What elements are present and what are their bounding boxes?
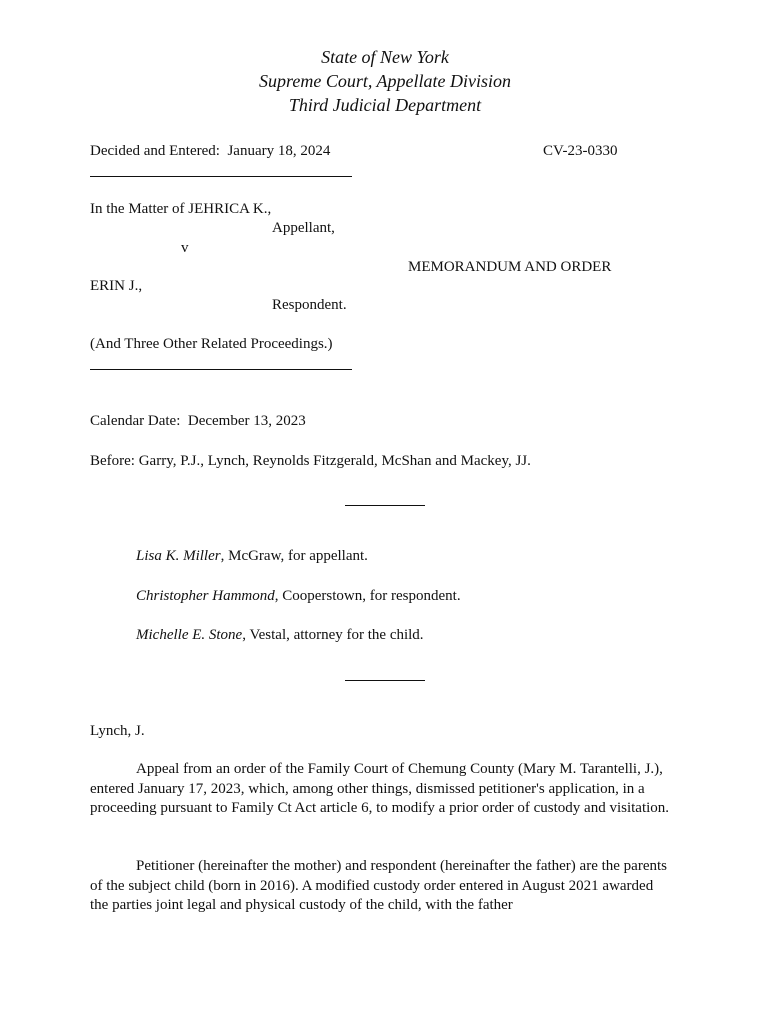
header-state: State of New York bbox=[321, 47, 449, 67]
counsel-respondent bbox=[136, 587, 461, 605]
divider-short-2 bbox=[345, 680, 425, 681]
opinion-author: Lynch, J. bbox=[90, 723, 145, 739]
counsel-name: Christopher Hammond bbox=[136, 588, 275, 604]
counsel-detail: , McGraw, for appellant. bbox=[220, 548, 368, 564]
paragraph-1 bbox=[90, 760, 670, 819]
counsel-name: Michelle E. Stone bbox=[136, 627, 243, 643]
counsel-name: Lisa K. Miller bbox=[136, 548, 221, 564]
calendar-line bbox=[90, 412, 306, 430]
calendar-date: December 13, 2023 bbox=[187, 413, 306, 429]
decided-label: Decided and Entered: bbox=[90, 143, 220, 159]
related-proceedings: (And Three Other Related Proceedings.) bbox=[90, 336, 333, 352]
paragraph-2 bbox=[90, 857, 670, 916]
respondent-role: Respondent. bbox=[272, 297, 347, 313]
header-department: Third Judicial Department bbox=[288, 95, 482, 115]
counsel-detail: , Cooperstown, for respondent. bbox=[274, 588, 461, 604]
counsel-detail: , Vestal, attorney for the child. bbox=[242, 627, 424, 643]
before-line: Before: Garry, P.J., Lynch, Reynolds Fitzgerald, McShan and Mackey, JJ. bbox=[90, 453, 531, 469]
header-court: Supreme Court, Appellate Division bbox=[259, 71, 511, 91]
paragraph-2-text: Petitioner (hereinafter the mother) and respondent (hereinafter the father) are the parents of the subject child (born in 2016). A modified custody order entered in August 2021 awarded the parties joint legal and physical custody of the child, with the father bbox=[90, 858, 667, 913]
appellant-role: Appellant, bbox=[272, 220, 335, 236]
versus: v bbox=[181, 240, 189, 256]
respondent-name: ERIN J., bbox=[90, 278, 143, 294]
divider-short-1 bbox=[345, 505, 425, 506]
docket-number: CV-23-0330 bbox=[543, 143, 618, 159]
paragraph-1-text: Appeal from an order of the Family Court of Chemung County (Mary M. Tarantelli, J.), entered January 17, 2023, which, among other things, dismissed petitioner's application, in a proceeding pursuant to Family Ct Act article 6, to modify a prior order of custody and visitation. bbox=[90, 761, 670, 816]
decided-date: January 18, 2024 bbox=[227, 143, 331, 159]
document-type: MEMORANDUM AND ORDER bbox=[408, 259, 612, 275]
counsel-appellant bbox=[136, 547, 368, 565]
divider-top bbox=[90, 176, 352, 177]
matter-of: In the Matter of JEHRICA K., bbox=[90, 201, 272, 217]
decided-line bbox=[90, 142, 330, 160]
counsel-child bbox=[136, 626, 424, 644]
calendar-label: Calendar Date: bbox=[90, 413, 181, 429]
divider-bottom bbox=[90, 369, 352, 370]
